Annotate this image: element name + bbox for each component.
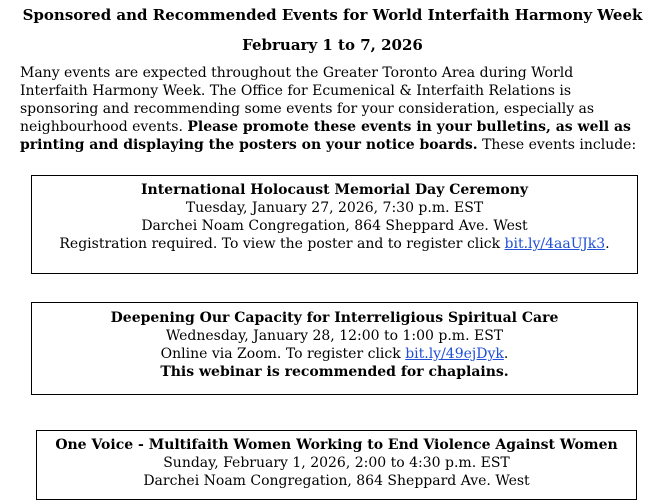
event-title: International Holocaust Memorial Day Ceremony bbox=[140, 182, 529, 198]
link-suffix: . bbox=[503, 346, 509, 362]
registration-text: Registration required. To view the poster and to register click bbox=[59, 236, 505, 252]
event-box-one-voice bbox=[36, 430, 637, 500]
event-box-holocaust-memorial bbox=[31, 175, 638, 274]
event-datetime: Tuesday, January 27, 2026, 7:30 p.m. EST bbox=[185, 200, 484, 216]
intro-ending: These events include: bbox=[482, 137, 637, 153]
register-link[interactable]: bit.ly/4aaUJk3 bbox=[504, 236, 606, 252]
event-title: One Voice - Multifaith Women Working to End Violence Against Women bbox=[55, 437, 618, 453]
event-title: Deepening Our Capacity for Interreligious Spiritual Care bbox=[110, 310, 559, 326]
event-note: This webinar is recommended for chaplains. bbox=[160, 364, 509, 380]
event-location: Darchei Noam Congregation, 864 Sheppard Ave. West bbox=[141, 218, 528, 234]
event-registration bbox=[32, 345, 637, 363]
intro-emphasis: Please promote these events in your bulletins, as well as printing and displaying the posters on your notice boards. bbox=[20, 119, 631, 153]
date-range: February 1 to 7, 2026 bbox=[242, 36, 423, 54]
register-link[interactable]: bit.ly/49ejDyk bbox=[405, 346, 504, 362]
registration-text: Online via Zoom. To register click bbox=[160, 346, 406, 362]
event-box-spiritual-care bbox=[31, 302, 638, 395]
event-datetime: Sunday, February 1, 2026, 2:00 to 4:30 p.m. EST bbox=[163, 455, 510, 471]
document-title: Sponsored and Recommended Events for World Interfaith Harmony Week bbox=[22, 6, 643, 24]
intro-text: Many events are expected throughout the Greater Toronto Area during World Interfaith Harmony Week. The Office for Ecumenical & Interfaith Relations is sponsoring and recommending some events for your consideration, especially as neighbourhood events. bbox=[20, 65, 595, 135]
event-registration bbox=[32, 235, 637, 253]
event-location: Darchei Noam Congregation, 864 Sheppard Ave. West bbox=[143, 473, 530, 489]
event-datetime: Wednesday, January 28, 12:00 to 1:00 p.m. EST bbox=[165, 328, 504, 344]
link-suffix: . bbox=[605, 236, 610, 252]
intro-paragraph bbox=[20, 64, 645, 154]
